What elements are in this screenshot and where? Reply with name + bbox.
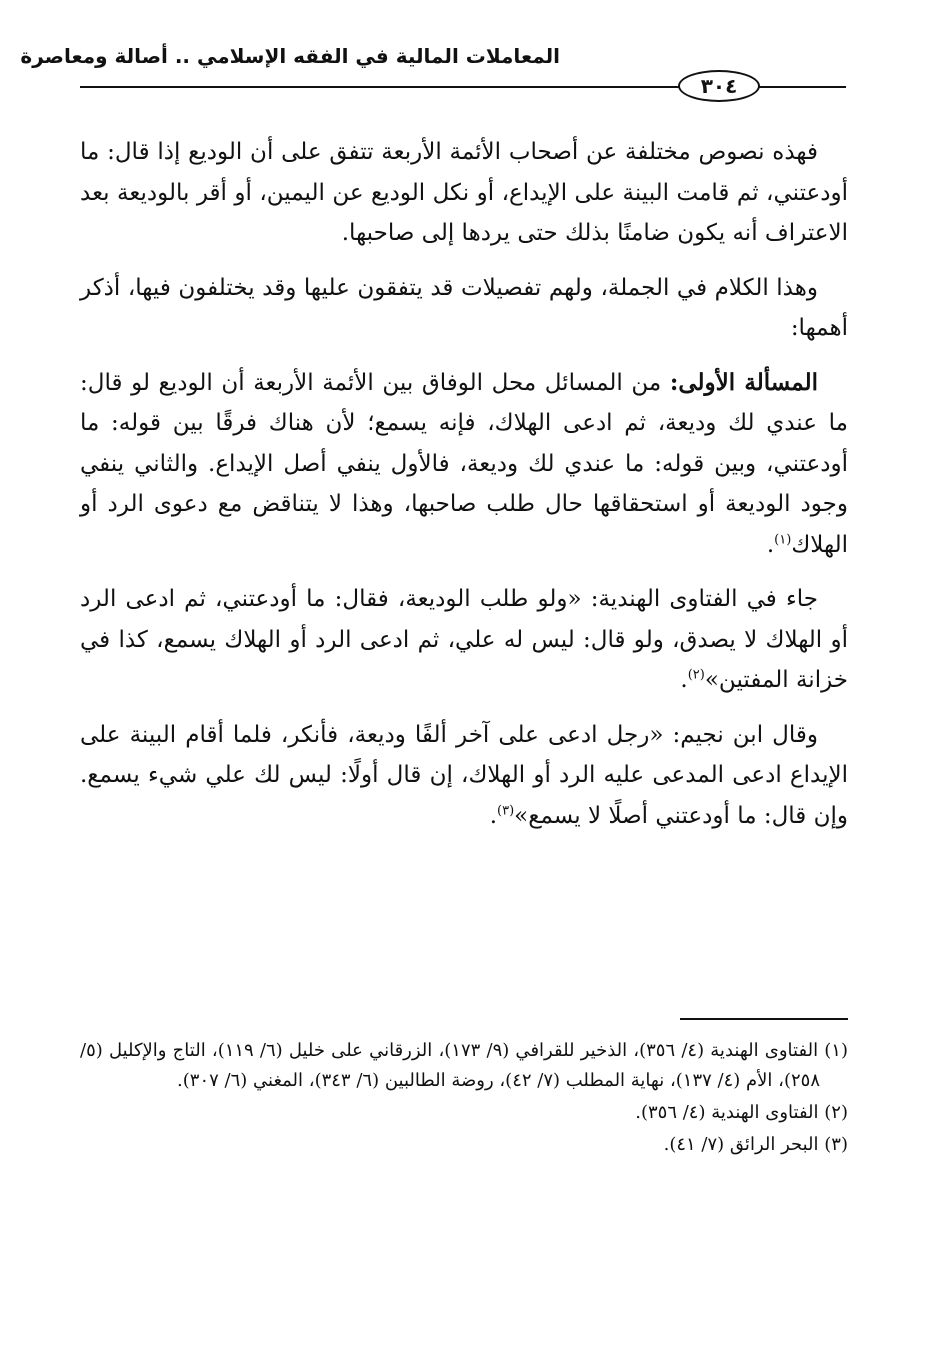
footnote-1: (١) الفتاوى الهندية (٤/ ٣٥٦)، الذخير للقرافي (٩/ ١٧٣)، الزرقاني على خليل (٦/ ١١٩)، التاج والإكليل (٥/ ٢٥٨)، الأم (٤/ ١٣٧)، نهاية المطلب (٧/ ٤٢)، روضة الطالبين (٦/ ٣٤٣)، المغني (٦/ ٣٠٧).: [80, 1040, 848, 1091]
running-title: المعاملات المالية في الفقه الإسلامي .. أصالة ومعاصرة: [20, 44, 560, 68]
footnote-ref-1[interactable]: (١): [774, 531, 792, 547]
issue-heading: المسألة الأولى:: [669, 368, 818, 396]
footnote-ref-3[interactable]: (٣): [497, 802, 515, 818]
main-text: [80, 132, 848, 850]
paragraph-1: فهذه نصوص مختلفة عن أصحاب الأئمة الأربعة تتفق على أن الوديع إذا قال: ما أودعتني، ثم قامت البينة على الإيداع، أو نكل الوديع عن اليمين، أو أقر بالوديعة بعد الاعتراف أنه يكون ضامنًا بذلك حتى يردها إلى صاحبها.: [80, 139, 848, 246]
paragraph-5-end: .: [489, 802, 497, 829]
paragraph-3-end: .: [766, 531, 775, 558]
footnote-ref-2[interactable]: (٢): [687, 667, 705, 683]
paragraph-2: وهذا الكلام في الجملة، ولهم تفصيلات قد يتفقون عليها وقد يختلفون فيها، أذكر أهمها:: [80, 274, 848, 341]
paragraph-3: [80, 363, 848, 566]
paragraph-4-text: جاء في الفتاوى الهندية: «ولو طلب الوديعة، فقال: ما أودعتني، ثم ادعى الرد أو الهلاك لا يصدق، ولو قال: ليس له علي، ثم ادعى الرد أو الهلاك يسمع، كذا في خزانة المفتين»: [80, 586, 848, 693]
page-number: ٣٠٤: [678, 70, 760, 102]
paragraph-3-text: من المسائل محل الوفاق بين الأئمة الأربعة أن الوديع لو قال: ما عندي لك وديعة، ثم ادعى الهلاك، فإنه يسمع؛ لأن هناك فرقًا بين قوله: ما أودعتني، وبين قوله: ما عندي لك وديعة، فالأول ينفي أصل الإيداع. والثاني ينفي وجود الوديعة أو استحقاقها حال طلب صاحبها، وهذا لا يتناقض مع دعوى الرد أو الهلاك: [80, 369, 848, 558]
paragraph-5-text: وقال ابن نجيم: «رجل ادعى على آخر ألفًا وديعة، فأنكر، فلما أقام البينة على الإيداع ادعى المدعى عليه الرد أو الهلاك، إن قال أولًا: ليس لك علي شيء يسمع. وإن قال: ما أودعتني أصلًا لا يسمع»: [80, 721, 848, 829]
paragraph-4: [80, 579, 848, 701]
footnotes: [80, 1036, 848, 1162]
paragraph-4-end: .: [680, 667, 688, 693]
footnote-separator: [680, 1018, 848, 1020]
paragraph-5: [80, 715, 848, 837]
footnote-2: (٢) الفتاوى الهندية (٤/ ٣٥٦).: [635, 1102, 848, 1123]
footnote-3: (٣) البحر الرائق (٧/ ٤١).: [663, 1134, 848, 1155]
